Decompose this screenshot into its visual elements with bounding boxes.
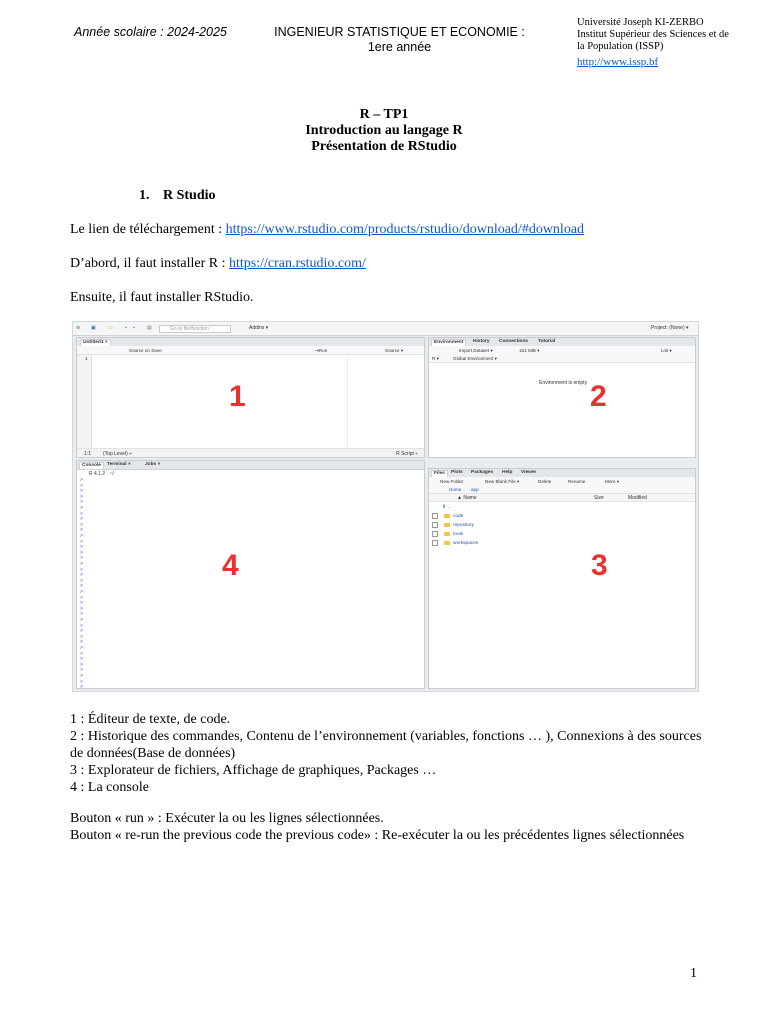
- rstudio-toolbar: [73, 322, 698, 336]
- console-prompt: >: [80, 477, 83, 483]
- console-prompt: >: [80, 521, 83, 528]
- section-title: R Studio: [163, 188, 216, 203]
- legend-item-1: 1 : Éditeur de texte, de code.: [70, 712, 231, 727]
- institute-name: Institut Supérieur des Sciences et de: [577, 29, 729, 40]
- console-prompt: >: [80, 493, 83, 500]
- document-title: [0, 107, 768, 155]
- buttons-description: [70, 811, 710, 844]
- project-menu: Project: (None) ▾: [651, 325, 689, 331]
- console-prompt: >: [80, 527, 83, 534]
- environment-empty: Environment is empty: [539, 380, 588, 386]
- col-name: ▲ Name: [457, 495, 477, 501]
- parent-dir: ..: [447, 505, 451, 510]
- files-header: [429, 494, 695, 502]
- rename-button: Rename: [568, 478, 586, 484]
- col-size: Size: [594, 495, 604, 501]
- console-prompt: >: [80, 589, 83, 595]
- install-r-label: D’abord, il faut installer R :: [70, 256, 230, 271]
- console-prompt: >: [80, 594, 83, 601]
- tab-history: History: [473, 339, 490, 344]
- memory-usage: 151 MiB ▾: [519, 347, 540, 353]
- editor-status: [77, 448, 424, 457]
- console-prompt: >: [80, 516, 83, 523]
- tab-tutorial: Tutorial: [538, 339, 556, 344]
- console-prompt: >: [80, 661, 83, 668]
- console-prompt: >: [80, 533, 83, 539]
- console-prompt: >: [80, 482, 83, 489]
- print-icon: ▤: [147, 325, 152, 331]
- console-prompt: >: [80, 549, 83, 556]
- console-prompt: >: [80, 583, 83, 590]
- file-row: workspaces: [432, 539, 478, 548]
- tab-help: Help: [502, 470, 513, 475]
- run-description: Bouton « run » : Exécuter la ou les lignes sélectionnées.: [70, 811, 384, 826]
- save-icon: ▪: [125, 325, 127, 331]
- legend-item-3: 3 : Explorateur de fichiers, Affichage de graphiques, Packages …: [70, 763, 437, 778]
- legend-item-2: 2 : Historique des commandes, Contenu de l’environnement (variables, fonctions … ), Connexions à des sources de données(Base de données): [70, 729, 702, 761]
- new-blank-file: New Blank File ▾: [485, 478, 520, 484]
- pane-number-2: 2: [590, 380, 607, 413]
- line-gutter: [77, 355, 92, 449]
- goto-file-input: Go to file/function: [159, 325, 231, 333]
- console-prompt: >: [80, 673, 83, 679]
- console-prompt: >: [80, 628, 83, 635]
- source-on-save: Source on Save: [129, 347, 162, 353]
- console-prompt: >: [80, 611, 83, 618]
- addins-menu: Addins ▾: [249, 325, 269, 331]
- col-modified: Modified: [628, 495, 647, 501]
- console-prompt: >: [80, 622, 83, 629]
- parent-dir-row: [442, 503, 450, 512]
- console-prompt: >: [80, 656, 83, 663]
- university-block: [577, 17, 742, 68]
- file-row: code: [432, 512, 463, 521]
- console-prompt: >: [80, 605, 83, 612]
- tab-files: Files: [431, 470, 448, 477]
- console-prompt: >: [80, 645, 83, 651]
- tab-connections: Connections: [499, 339, 529, 344]
- source-button: Source ▾: [385, 347, 404, 353]
- r-version: R 4.1.2 · ~/: [89, 471, 114, 477]
- page-number: 1: [690, 966, 697, 981]
- console-prompt: >: [80, 667, 83, 674]
- editor-pane: [76, 337, 425, 458]
- save-all-icon: ▪: [133, 325, 135, 331]
- import-dataset: Import Dataset ▾: [459, 347, 493, 353]
- console-prompt: >: [80, 617, 83, 623]
- files-pane: [428, 468, 696, 689]
- folder-icon: [444, 523, 450, 527]
- console-prompt: >: [80, 600, 83, 607]
- delete-button: Delete: [538, 478, 552, 484]
- pane-number-1: 1: [229, 380, 246, 413]
- title-line3: Présentation de RStudio: [311, 139, 457, 154]
- tab-jobs: Jobs ×: [145, 462, 161, 467]
- list-view: List ▾: [661, 347, 672, 353]
- title-line1: R – TP1: [359, 107, 409, 122]
- open-file-icon: ▭: [108, 325, 113, 331]
- margin-line: [347, 355, 348, 449]
- university-link[interactable]: http://www.issp.bf: [577, 56, 659, 68]
- pane-number-3: 3: [591, 549, 608, 582]
- tab-plots: Plots: [451, 470, 463, 475]
- tab-environment: Environment: [431, 339, 466, 346]
- more-button: More ▾: [605, 478, 620, 484]
- global-environment: Global Environment ▾: [453, 355, 497, 361]
- file-row: tools: [432, 530, 463, 539]
- file-row: repository: [432, 521, 474, 530]
- console-prompt: >: [80, 544, 83, 551]
- folder-icon: [444, 532, 450, 536]
- console-prompt: >: [80, 538, 83, 545]
- console-prompt: >: [80, 633, 83, 640]
- open-project-icon: ▣: [91, 325, 96, 331]
- tab-terminal: Terminal ×: [107, 462, 131, 467]
- rerun-description: Bouton « re-run the previous code the previous code» : Re-exécuter la ou les précédentes lignes sélectionnées: [70, 827, 685, 843]
- institute-name-cont: la Population (ISSP): [577, 41, 664, 52]
- section-heading: [139, 188, 216, 204]
- program-line2: 1ere année: [367, 40, 432, 54]
- pane-legend: [70, 711, 710, 796]
- tab-packages: Packages: [471, 470, 494, 475]
- console-prompt: >: [80, 577, 83, 584]
- console-prompt: >: [80, 678, 83, 685]
- title-line2: Introduction au langage R: [305, 123, 463, 138]
- run-button: ⇥Run: [315, 347, 328, 353]
- up-arrow-icon: ⬆: [442, 505, 447, 510]
- console-prompt: >: [80, 488, 83, 495]
- scope-indicator: (Top Level) ÷: [103, 450, 132, 457]
- program-line1: INGENIEUR STATISTIQUE ET ECONOMIE :: [274, 25, 525, 39]
- folder-icon: [444, 541, 450, 545]
- cursor-position: 1:1: [84, 450, 91, 457]
- tab-untitled1: Untitled1 ×: [80, 339, 111, 346]
- program-title: [262, 25, 537, 55]
- line-number: 1: [85, 356, 88, 361]
- path-home: Home: [449, 486, 462, 492]
- console-prompt: >: [80, 566, 83, 573]
- university-name: Université Joseph KI-ZERBO: [577, 17, 704, 28]
- console-prompt: >: [80, 499, 83, 506]
- download-link[interactable]: https://www.rstudio.com/products/rstudio/download/#download: [225, 222, 585, 237]
- console-prompt: >: [80, 684, 83, 689]
- new-folder: New Folder: [440, 478, 464, 484]
- file-type: R Script ÷: [396, 450, 418, 457]
- download-paragraph: [70, 222, 584, 238]
- environment-pane: [428, 337, 696, 458]
- install-r-paragraph: [70, 256, 366, 272]
- console-prompt: >: [80, 650, 83, 657]
- path-app: app: [471, 486, 479, 492]
- pane-number-4: 4: [222, 549, 239, 582]
- section-number: 1.: [139, 188, 150, 203]
- school-year: Année scolaire : 2024-2025: [74, 25, 227, 39]
- language-select: R ▾: [432, 355, 439, 361]
- new-file-icon: ⊕: [76, 325, 81, 331]
- console-prompt: >: [80, 555, 83, 562]
- console-prompt: >: [80, 510, 83, 517]
- console-prompt: >: [80, 572, 83, 579]
- install-rstudio-paragraph: Ensuite, il faut installer RStudio.: [70, 290, 254, 305]
- tab-console: Console: [79, 462, 104, 469]
- console-pane: [76, 460, 425, 689]
- console-prompt: >: [80, 561, 83, 567]
- rstudio-screenshot: [72, 321, 699, 692]
- folder-icon: [444, 514, 450, 518]
- console-prompt: >: [80, 639, 83, 646]
- console-prompt: >: [80, 505, 83, 511]
- download-label: Le lien de téléchargement :: [70, 222, 226, 237]
- tab-viewer: Viewer: [521, 470, 537, 475]
- cran-link[interactable]: https://cran.rstudio.com/: [229, 256, 366, 271]
- legend-item-4: 4 : La console: [70, 780, 149, 795]
